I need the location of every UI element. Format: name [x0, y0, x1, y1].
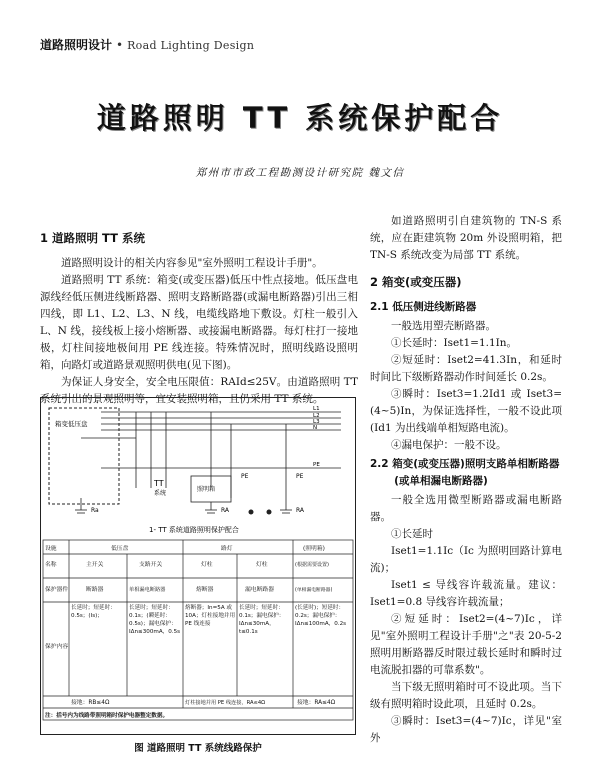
table-cell: 单相漏电断路器 [129, 587, 166, 593]
phase-label: L2 [313, 413, 320, 419]
tt-label: TT [154, 479, 164, 488]
tt-sub-label: 系统 [154, 490, 167, 497]
figure-sub-caption: 1- TT 系统道路照明保护配合 [149, 526, 239, 534]
table-cell: 断路器 [86, 587, 104, 593]
table-cell: 支路开关 [139, 562, 163, 568]
circuit-diagram [41, 398, 355, 734]
table-cell: 漏电断路器 [245, 587, 274, 593]
subsection-heading: 2.2 箱变(或变压器)照明支路单相断路器(或单相漏电断路器) [370, 458, 560, 487]
author-line: 郑州市市政工程勘测设计研究院 魏文信 [195, 167, 405, 179]
article-title: 道路照明 TT 系统保护配合 [96, 101, 504, 135]
list-item: Iset1=1.1Ic（Ic 为照明回路计算电流)； [370, 545, 562, 574]
section-heading-2: 2 箱变(或变压器) [370, 275, 462, 289]
left-column [40, 226, 358, 408]
phase-label: PE [313, 462, 320, 468]
ra-label: RA [221, 507, 230, 514]
right-column [370, 213, 562, 747]
table-cell: 接地：RB≤4Ω [71, 700, 110, 706]
phase-label: L3 [313, 419, 320, 425]
subsection-heading: 2.1 低压侧进线断路器 [370, 301, 477, 313]
table-cell-wrap [185, 604, 236, 694]
list-item: ③瞬时：Iset3=1.2Id1 或 Iset3=(4~5)In，为保证选择性，一般不设此项(Id1 为出线端单相短路电流)。 [370, 388, 562, 434]
header-bullet: • [116, 38, 124, 52]
table-cell: 接地：RA≤4Ω [297, 700, 336, 706]
list-item: ②短延时：Iset2=(4~7)Ic，详见"室外照明工程设计手册"之"表 20-5-2 照明用断路器反时限过载长延时和瞬时过电流脱扣器的可靠系数"。 [370, 613, 562, 676]
pe-label: PE [296, 473, 304, 480]
table-cell-wrap [129, 604, 182, 694]
paragraph: 一般全选用微型断路器或漏电断路器。 [370, 494, 562, 523]
lamp-box-label: 照明箱 [197, 486, 216, 493]
table-cell: 长延时；短延时：0.5s；(Is)； [71, 605, 116, 619]
phase-label: N [313, 425, 318, 431]
table-cell: (单相漏电断路器) [295, 588, 333, 593]
lamp-icons [249, 510, 272, 515]
table-cell: 灯柱 [201, 562, 213, 568]
table-cell: 名称 [45, 562, 57, 568]
table-cell: 主开关 [86, 562, 104, 568]
header-section-en: Road Lighting Design [127, 39, 255, 52]
pe-label: PE [241, 473, 249, 480]
table-header: 低压盘 [111, 546, 129, 552]
table-cell: (根据需要设置) [295, 562, 329, 568]
paragraph: 道路照明设计的相关内容参见"室外照明工程设计手册"。 [61, 257, 323, 269]
table-cell: 灯柱接地并用 PE 线连接，RA≤4Ω [185, 700, 266, 706]
table-header: (照明箱) [303, 546, 325, 552]
figure-caption: 图 道路照明 TT 系统线路保护 [134, 743, 262, 754]
circuit-figure [40, 397, 356, 735]
paragraph: 如道路照明引自建筑物的 TN-S 系统，应在距建筑物 20m 外设照明箱，把 TN-S 系统改变为局部 TT 系统。 [370, 215, 562, 261]
list-item: ③瞬时：Iset3=(4~7)Ic，详见"室外 [370, 715, 562, 744]
list-item: ①长延时 [391, 528, 433, 540]
header-section-cn: 道路照明设计 [40, 38, 113, 52]
table-cell: 长延时；短延时：0.1s；漏电保护：IΔn≤30mA，t≤0.1s [239, 605, 285, 635]
paragraph: 道路照明 TT 系统：箱变(或变压器)低压中性点接地。低压盘电源线经低压侧进线断路器、照明支路断路器(或漏电断路器)引出三相四线，即 L1、L2、L3、N 线，电缆线路地下敷设。灯柱一般引入 L、N 线，接线板上接小熔断器、或接漏电断路器。每灯柱打一接地极，灯柱间接地极间用 PE 线连接。特殊情况时，照明线路设照明箱，向路灯或道路景观照明供电(见下图)。 [40, 274, 358, 371]
table-cell: 保护器件 [45, 587, 69, 593]
table-header: 设施 [45, 546, 57, 552]
list-item: Iset1 ≤ 导线容许载流量。建议：Iset1=0.8 导线容许载流量； [370, 579, 562, 608]
paragraph: 为保证人身安全，安全电压限值：RAId≤25V。由道路照明 TT 系统引出的景观照明等，宜安装照明箱，且仍采用 TT 系统。 [40, 376, 358, 405]
list-item: ④漏电保护：一般不设。 [391, 439, 507, 451]
paragraph: 当下级无照明箱时可不设此项。当下级有照明箱时设此项，且延时 0.2s。 [370, 681, 562, 710]
table-cell-wrap [71, 604, 126, 694]
table-cell: 灯柱 [256, 562, 268, 568]
table-cell-wrap [295, 604, 352, 694]
paragraph: 一般选用塑壳断路器。 [391, 320, 496, 332]
running-header [40, 36, 254, 53]
list-item: ②短延时：Iset2=41.3In，和延时时间比下级断路器动作时间延长 0.2s。 [370, 354, 562, 383]
table-cell: 熔断器；In=5A 或 10A；灯柱接地并用 PE 线连接 [185, 605, 236, 627]
table-cell: 熔断器 [196, 587, 214, 593]
ra-label: Ra [91, 507, 99, 514]
ra-label: RA [296, 507, 305, 514]
list-item: ①长延时：Iset1=1.1In。 [391, 337, 518, 349]
table-cell: 保护内容 [45, 644, 69, 650]
phase-label: L1 [313, 406, 320, 412]
table-cell: 长延时；短延时：0.1s；(瞬延时：0.5s)；漏电保护：IΔn≤300mA，0.5s [129, 605, 181, 635]
table-cell: (长延时)；短延时：0.2s；漏电保护：IΔn≤100mA，0.2s [295, 605, 347, 627]
table-header: 路灯 [221, 546, 233, 552]
table-note: 注：括号内为线路带照明箱时保护电器整定数据。 [45, 713, 169, 719]
section-heading-1: 1 道路照明 TT 系统 [40, 231, 145, 245]
box-label: 箱变低压盘 [55, 420, 88, 428]
table-cell-wrap [239, 604, 292, 694]
ground-symbols [75, 498, 292, 513]
